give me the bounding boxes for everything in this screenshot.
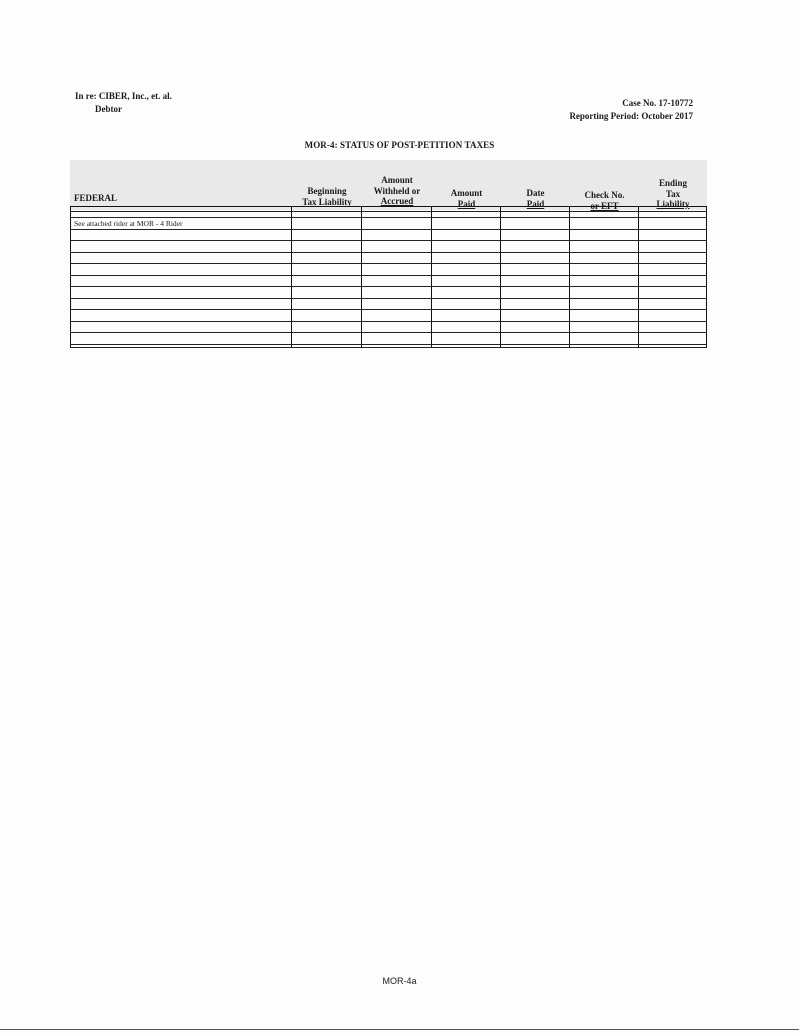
- table-row: [70, 217, 707, 218]
- debtor-block: [75, 90, 172, 116]
- col-header-underlined: Paid: [526, 198, 545, 209]
- col-header-ending-tax-liability: [639, 178, 707, 210]
- table-row: [70, 275, 707, 276]
- col-header-line: Withheld or: [373, 185, 421, 196]
- table-vline: [431, 206, 432, 348]
- table-vline: [361, 206, 362, 348]
- section-label-federal: FEDERAL: [74, 193, 118, 203]
- page-title: MOR-4: STATUS OF POST-PETITION TAXES: [304, 140, 495, 150]
- table-vline: [500, 206, 501, 348]
- col-header-line: Ending: [658, 178, 688, 188]
- table-row: [70, 252, 707, 253]
- debtor-name: In re: CIBER, Inc., et. al.: [75, 91, 172, 101]
- table-row: [70, 347, 707, 348]
- col-header-line: Check No.: [584, 190, 625, 200]
- table-row: [70, 229, 707, 230]
- case-number: Case No. 17-10772: [622, 98, 693, 108]
- table-row: [70, 332, 707, 333]
- col-header-underlined: Liability: [656, 199, 690, 209]
- col-header-amount-withheld-or-accrued: [362, 175, 432, 207]
- col-header-underlined: Paid: [457, 198, 476, 209]
- debtor-label: Debtor: [95, 104, 122, 114]
- reporting-period: Reporting Period: October 2017: [569, 111, 693, 121]
- table-vline: [638, 206, 639, 348]
- table-row: [70, 321, 707, 322]
- col-header-underlined: or EFT: [590, 200, 619, 211]
- col-header-line: Amount: [381, 175, 413, 185]
- table-top-rule: [70, 206, 707, 207]
- table-vline: [70, 206, 71, 348]
- table-row: [70, 263, 707, 264]
- table-row: [70, 211, 707, 212]
- rider-note: See attached rider at MOR - 4 Rider: [74, 219, 183, 228]
- col-header-line: Date: [526, 188, 545, 198]
- col-header-underlined: Tax Liability: [302, 196, 352, 207]
- table-vline: [569, 206, 570, 348]
- col-header-line: Beginning: [307, 186, 347, 196]
- page-bottom-rule: [0, 1029, 799, 1030]
- col-header-beginning-tax-liability: [292, 186, 362, 207]
- table-row: [70, 240, 707, 241]
- page-footer: MOR-4a: [382, 976, 417, 986]
- table-vline: [291, 206, 292, 348]
- table-row: [70, 286, 707, 287]
- table-vline: [706, 206, 707, 348]
- col-header-line: Tax: [665, 188, 681, 199]
- col-header-underlined: Accrued: [380, 196, 414, 206]
- table-row: [70, 344, 707, 345]
- col-header-line: Amount: [450, 188, 483, 198]
- table-row: [70, 309, 707, 310]
- table-row: [70, 298, 707, 299]
- case-block: [569, 97, 693, 123]
